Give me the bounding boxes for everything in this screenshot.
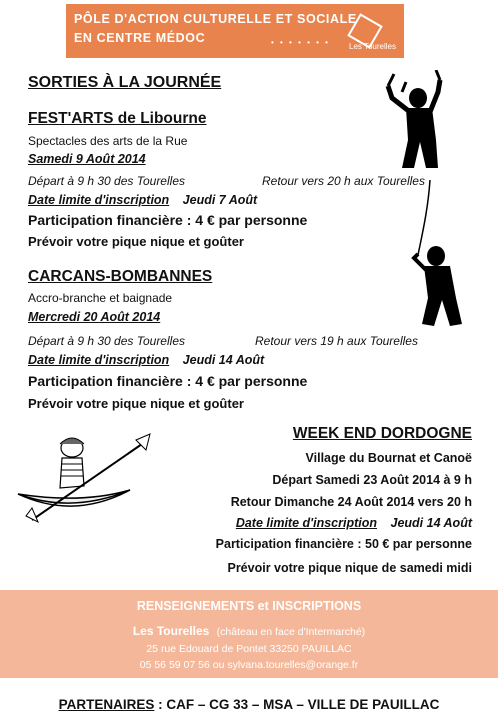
deadline-value: Jeudi 14 Août	[390, 516, 472, 530]
event1-depart: Départ à 9 h 30 des Tourelles	[28, 174, 185, 188]
event1-title: FEST'ARTS de Libourne	[28, 110, 207, 127]
footer-address: 25 rue Edouard de Pontet 33250 PAUILLAC	[146, 643, 352, 655]
deadline-label: Date limite d'inscription	[28, 193, 170, 207]
footer-place: Les Tourelles	[132, 624, 210, 638]
event2-fee: Participation financière : 4 € par personne	[28, 373, 308, 389]
footer-title: RENSEIGNEMENTS et INSCRIPTIONS	[136, 599, 362, 613]
event2-depart: Départ à 9 h 30 des Tourelles	[28, 334, 185, 348]
event3-fee: Participation financière : 50 € par personne	[215, 537, 472, 551]
juggler-illustration	[380, 70, 450, 170]
event1-fee: Participation financière : 4 € par personne	[28, 212, 308, 228]
header-line-2: EN CENTRE MÉDOC	[74, 31, 206, 45]
footer-place-note: (château en face d'Intermarché)	[216, 626, 366, 638]
info-footer	[0, 590, 498, 678]
header-banner	[66, 4, 404, 58]
section-title: SORTIES À LA JOURNÉE	[28, 74, 222, 91]
deadline-value: Jeudi 14 Août	[182, 353, 265, 367]
event3-bring: Prévoir votre pique nique de samedi midi	[227, 561, 472, 575]
climber-illustration	[400, 180, 470, 330]
event1-deadline	[28, 193, 257, 207]
event3-subtitle: Village du Bournat et Canoë	[305, 451, 472, 465]
decorative-dots: • • • • • • •	[271, 38, 330, 47]
event2-bring: Prévoir votre pique nique et goûter	[28, 396, 244, 411]
event1-bring: Prévoir votre pique nique et goûter	[28, 234, 244, 249]
event3-retour: Retour Dimanche 24 Août 2014 vers 20 h	[230, 495, 472, 509]
canoe-illustration	[12, 430, 162, 525]
event2-title: CARCANS-BOMBANNES	[28, 268, 213, 285]
partners-separator: :	[158, 697, 167, 712]
footer-contact: 05 56 59 07 56 ou sylvana.tourelles@orange.fr	[139, 659, 359, 671]
partners-label: PARTENAIRES	[58, 697, 155, 712]
event2-deadline	[28, 353, 264, 367]
partners-list: CAF – CG 33 – MSA – VILLE DE PAUILLAC	[166, 697, 440, 712]
header-line-1: PÔLE D'ACTION CULTURELLE ET SOCIALE	[74, 12, 357, 26]
event1-date: Samedi 9 Août 2014	[28, 152, 146, 166]
deadline-label: Date limite d'inscription	[28, 353, 170, 367]
partners-line	[0, 697, 498, 712]
logo-text: Les Tourelles	[349, 42, 396, 51]
event1-retour: Retour vers 20 h aux Tourelles	[262, 174, 425, 188]
deadline-label: Date limite d'inscription	[235, 516, 378, 530]
event2-subtitle: Accro-branche et baignade	[28, 291, 173, 305]
deadline-value: Jeudi 7 Août	[182, 193, 258, 207]
event3-deadline	[236, 516, 472, 530]
event1-subtitle: Spectacles des arts de la Rue	[28, 134, 188, 148]
event2-retour: Retour vers 19 h aux Tourelles	[255, 334, 418, 348]
event2-date: Mercredi 20 Août 2014	[28, 310, 161, 324]
footer-place-line	[0, 624, 498, 638]
event3-depart: Départ Samedi 23 Août 2014 à 9 h	[272, 473, 472, 487]
event3-title: WEEK END DORDOGNE	[292, 425, 472, 442]
